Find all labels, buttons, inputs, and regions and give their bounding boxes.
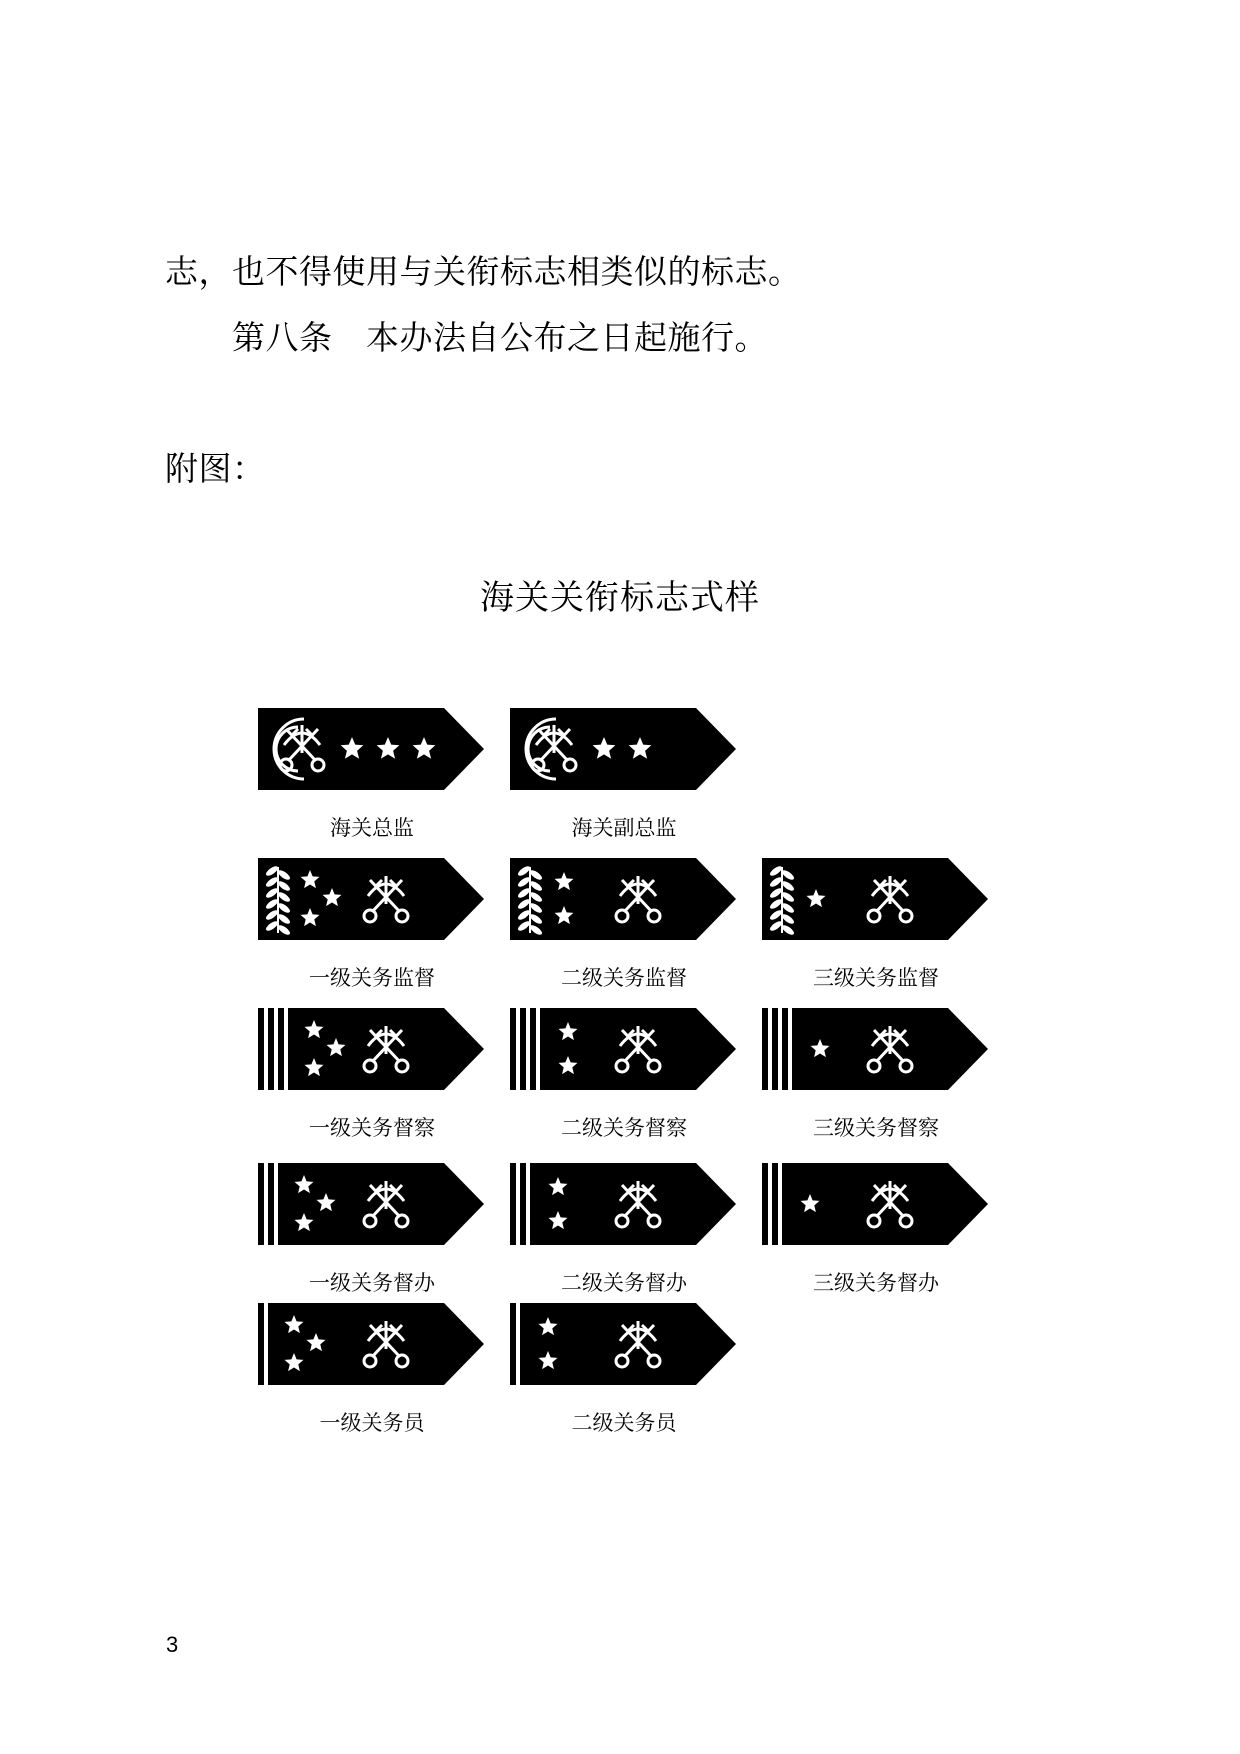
shoulder-board bbox=[510, 1303, 738, 1385]
shoulder-board bbox=[762, 1008, 990, 1090]
shoulder-board bbox=[762, 858, 990, 940]
shoulder-board bbox=[258, 1303, 486, 1385]
insignia-caption: 海关总监 bbox=[330, 816, 414, 840]
insignia-caption: 二级关务监督 bbox=[561, 966, 687, 990]
insignia-caption: 三级关务督办 bbox=[813, 1271, 939, 1295]
page-number: 3 bbox=[166, 1632, 179, 1657]
shoulder-board bbox=[258, 1008, 486, 1090]
insignia-caption: 一级关务员 bbox=[319, 1411, 425, 1435]
figure-title: 海关关衔标志式样 bbox=[480, 578, 760, 618]
shoulder-board bbox=[258, 858, 486, 940]
insignia-caption: 一级关务督察 bbox=[309, 1116, 435, 1140]
shoulder-board bbox=[762, 1163, 990, 1245]
insignia-caption: 海关副总监 bbox=[571, 816, 677, 840]
insignia-caption: 三级关务督察 bbox=[813, 1116, 939, 1140]
attachment-label: 附图： bbox=[165, 449, 266, 488]
shoulder-board bbox=[258, 708, 486, 790]
shoulder-board bbox=[510, 1163, 738, 1245]
insignia-caption: 三级关务监督 bbox=[813, 966, 939, 990]
shoulder-board bbox=[510, 1008, 738, 1090]
insignia-caption: 一级关务监督 bbox=[309, 966, 435, 990]
insignia-caption: 二级关务员 bbox=[571, 1411, 677, 1435]
insignia-caption: 二级关务督办 bbox=[561, 1271, 687, 1295]
insignia-caption: 一级关务督办 bbox=[309, 1271, 435, 1295]
shoulder-board bbox=[258, 1163, 486, 1245]
insignia-caption: 二级关务督察 bbox=[561, 1116, 687, 1140]
shoulder-board bbox=[510, 858, 738, 940]
shoulder-board bbox=[510, 708, 738, 790]
article-8-line: 第八条 本办法自公布之日起施行。 bbox=[232, 318, 768, 357]
body-text-line-1: 志，也不得使用与关衔标志相类似的标志。 bbox=[165, 252, 802, 291]
